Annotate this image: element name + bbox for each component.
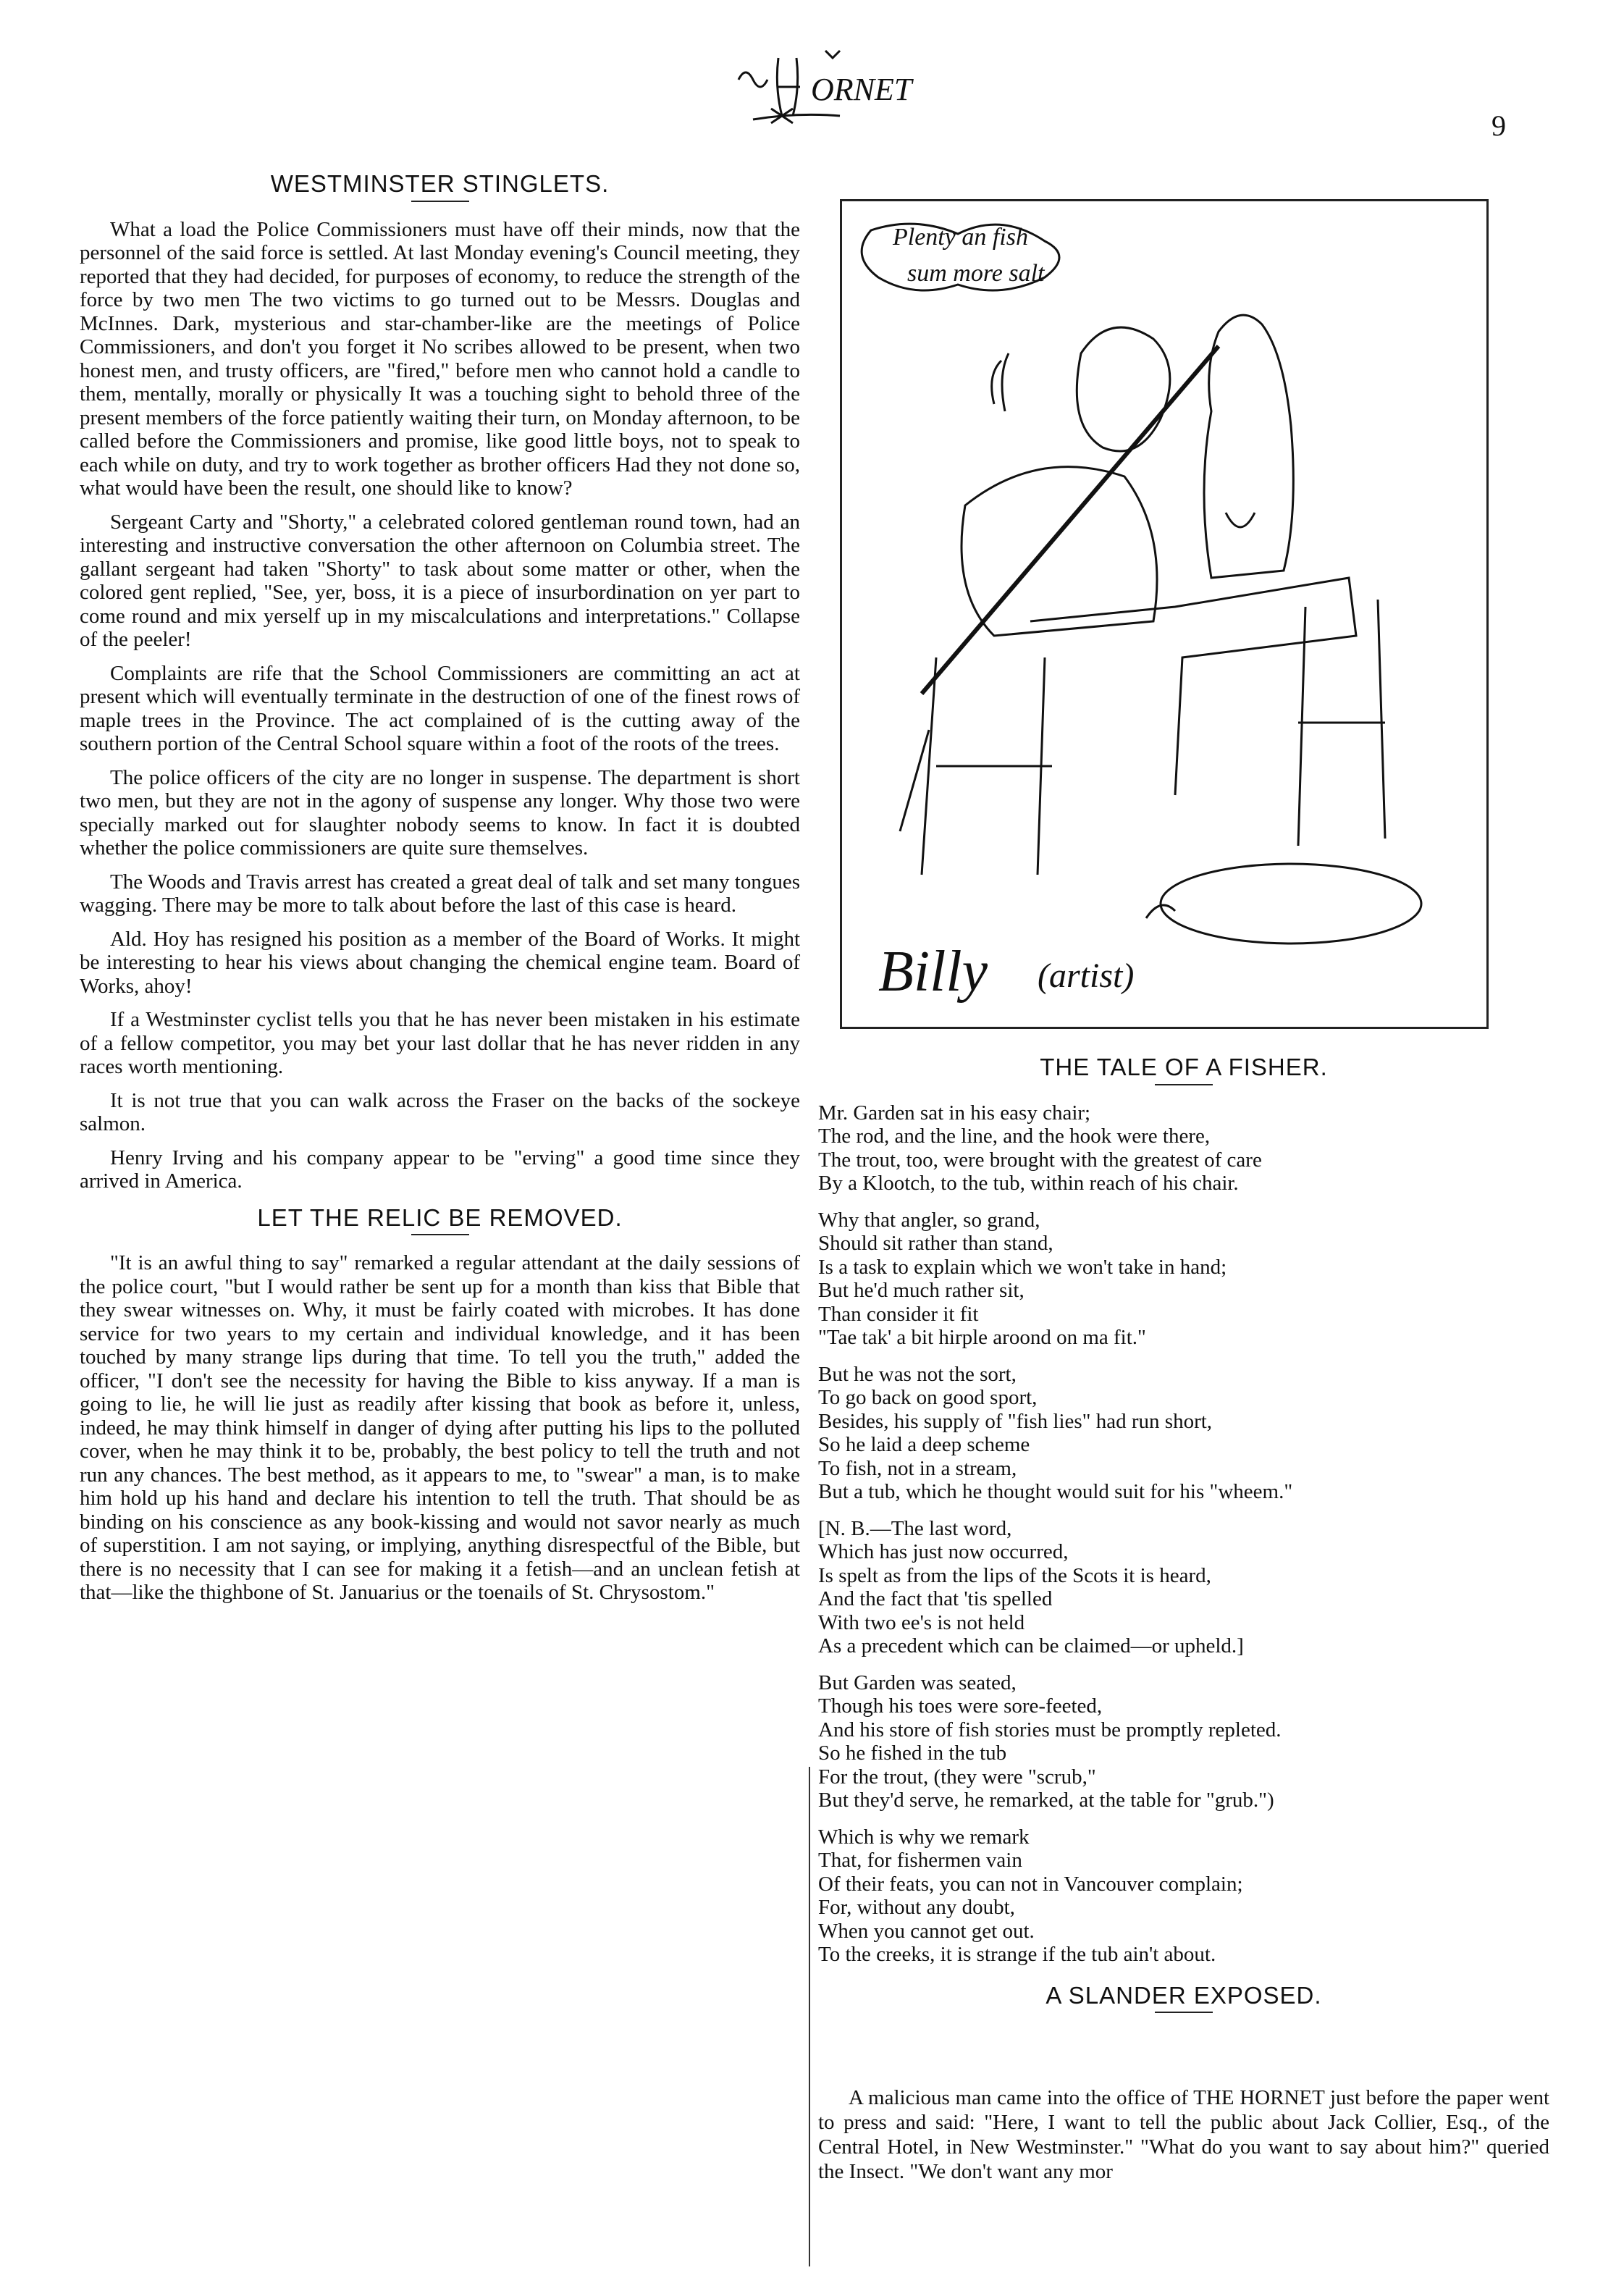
westminster-paragraph: Henry Irving and his company appear to be "erving" a good time since they arrived in America. xyxy=(80,1146,800,1193)
poem-line: The trout, too, were brought with the greatest of care xyxy=(818,1148,1262,1172)
poem-line: Which is why we remark xyxy=(818,1825,1030,1849)
poem-line: To fish, not in a stream, xyxy=(818,1456,1017,1480)
fisher-heading: THE TALE OF A FISHER. xyxy=(1040,1054,1328,1080)
slander-paragraph: A malicious man came into the office of THE HORNET just before the paper went to press and said: "Here, I want to tell the public about Jack Collier, Esq., of the Central Hotel, in New Westminster." "What do you want to say about him?" queried the Insect. "We don't want any mor xyxy=(818,2086,1549,2183)
poem-line: Should sit rather than stand, xyxy=(818,1232,1053,1255)
poem-line: But they'd serve, he remarked, at the table for "grub.") xyxy=(818,1789,1274,1812)
poem-line: [N. B.—The last word, xyxy=(818,1516,1012,1540)
westminster-paragraph: If a Westminster cyclist tells you that he has never been mistaken in his estimate of a fellow competitor, you may bet your last dollar that he has never ridden in any races worth mentioning. xyxy=(80,1008,800,1078)
poem-line: To go back on good sport, xyxy=(818,1386,1038,1409)
speech-text: Plenty an fish xyxy=(893,224,1028,251)
column-rule xyxy=(809,1767,810,2266)
westminster-paragraph: Ald. Hoy has resigned his position as a member of the Board of Works. It might be interesting to hear his views about changing the chemical engine team. Board of Works, ahoy! xyxy=(80,927,800,998)
poem-stanza xyxy=(818,1825,1549,1967)
westminster-paragraph: Sergeant Carty and "Shorty," a celebrated colored gentleman round town, had an interesting and instructive conversation the other afternoon on Columbia street. The gallant sergeant had taken "Shorty" to task about some matter or other, when the colored gent replied, "See, yer, boss, it is a piece of insurbordination on yer part to come round and mix yerself up in my miscalculations and interpretations." Collapse of the peeler! xyxy=(80,510,800,651)
poem-line: Of their feats, you can not in Vancouver complain; xyxy=(818,1872,1243,1896)
westminster-paragraph: It is not true that you can walk across the Fraser on the backs of the sockeye salmon. xyxy=(80,1088,800,1135)
poem-stanza xyxy=(818,1209,1549,1350)
page-number: 9 xyxy=(1492,109,1506,142)
svg-text:(artist): (artist) xyxy=(1038,957,1135,995)
poem-line: The rod, and the line, and the hook were there, xyxy=(818,1125,1211,1148)
poem-line: But Garden was seated, xyxy=(818,1671,1017,1694)
poem-line: For, without any doubt, xyxy=(818,1896,1015,1919)
westminster-heading: WESTMINSTER STINGLETS. xyxy=(270,170,610,197)
slander-article xyxy=(818,2085,1549,2184)
divider xyxy=(1155,1084,1213,1085)
westminster-paragraph: The Woods and Travis arrest has created a great deal of talk and set many tongues wagging. There may be more to talk about before the last of this case is heard. xyxy=(80,870,800,917)
poem-line: As a precedent which can be claimed—or upheld.] xyxy=(818,1634,1244,1657)
right-column xyxy=(818,1050,1549,2029)
poem-line: And the fact that 'tis spelled xyxy=(818,1587,1053,1610)
poem-line: Is a task to explain which we won't take in hand; xyxy=(818,1255,1227,1279)
westminster-paragraph: The police officers of the city are no longer in suspense. The department is short two men, but they are not in the agony of suspense any longer. Why those two were specially marked out for slaughter nobody seems to know. In fact it is doubted whether the police commissioners are quite sure themselves. xyxy=(80,765,800,860)
masthead xyxy=(710,29,927,138)
fisher-poem xyxy=(818,1101,1549,1967)
poem-line: Though his toes were sore-feeted, xyxy=(818,1694,1103,1718)
poem-line: But he was not the sort, xyxy=(818,1362,1017,1386)
slander-heading: A SLANDER EXPOSED. xyxy=(1045,1981,1322,2009)
westminster-paragraph: What a load the Police Commissioners must have off their minds, now that the personnel of the said force is settled. At last Monday evening's Council meeting, they reported that they had decided, for purposes of economy, to reduce the strength of the force by two men The two victims to go turned out to be Messrs. Douglas and McInnes. Dark, mysterious and star-chamber-like are the meetings of Police Commissioners, and don't you forget it No scribes allowed to be present, when two honest men, and trusty officers, are "fired," before men who cannot hold a candle to them, mentally, morally or physically It was a touching sight to behold three of the present members of the force patiently waiting their turn, on Monday afternoon, to be called before the Commissioners and promise, like good little boys, not to speak to each while on duty, and try to work together as brother officers Had they not done so, what would have been the result, one should like to know? xyxy=(80,217,800,500)
poem-line: Why that angler, so grand, xyxy=(818,1208,1040,1232)
poem-line: For the trout, (they were "scrub," xyxy=(818,1765,1096,1789)
relic-heading: LET THE RELIC BE REMOVED. xyxy=(257,1203,623,1231)
artist-signature: Billy xyxy=(878,940,988,1004)
divider xyxy=(1155,2012,1213,2013)
poem-line: Than consider it fit xyxy=(818,1302,979,1326)
poem-line: And his store of fish stories must be promptly repleted. xyxy=(818,1718,1282,1741)
svg-text:sum more salt: sum more salt xyxy=(907,260,1045,287)
poem-line: Mr. Garden sat in his easy chair; xyxy=(818,1101,1091,1125)
cartoon-drawing xyxy=(842,201,1486,1027)
fisher-cartoon xyxy=(840,199,1489,1029)
poem-line: But he'd much rather sit, xyxy=(818,1279,1025,1302)
poem-line: By a Klootch, to the tub, within reach of his chair. xyxy=(818,1172,1239,1195)
poem-line: So he fished in the tub xyxy=(818,1741,1007,1765)
poem-line: To the creeks, it is strange if the tub ain't about. xyxy=(818,1943,1216,1966)
relic-paragraph: "It is an awful thing to say" remarked a regular attendant at the daily sessions of the police court, "but I would rather be sent up for a month than kiss that Bible that they swear witnesses on. Why, it must be fairly coated with microbes. It has done service for two years to my certain and individual knowledge, and it has been touched by many strange lips during that time. To tell you the truth," added the officer, "I don't see the necessity for having the Bible to kiss anyway. If a man is going to lie, he will lie just as readily after kissing that book as before it, unless, indeed, he may think himself in danger of dying after putting his lips to the polluted cover, when he may think it to be, probably, the best policy to tell the truth and not run any chances. The best method, as it appears to me, to "swear" a man, is to make him hold up his hand and declare his intention to tell the truth. That should be as binding on his conscience as any book-kissing and would not savor nearly as much of superstition. I am not saying, or implying, anything disrespectful of the Bible, but there is no necessity that I can see for making it a fetish—and an unclean fetish at that—like the thighbone of St. Januarius or the toenails of St. Chrysostom." xyxy=(80,1251,800,1604)
poem-line: Is spelt as from the lips of the Scots it is heard, xyxy=(818,1563,1211,1587)
poem-line: "Tae tak' a bit hirple aroond on ma fit." xyxy=(818,1326,1146,1349)
left-column xyxy=(80,167,800,1615)
poem-line: That, for fishermen vain xyxy=(818,1849,1022,1872)
divider xyxy=(411,1234,469,1235)
poem-line: So he laid a deep scheme xyxy=(818,1433,1030,1456)
hornet-logo xyxy=(710,29,927,138)
westminster-paragraph: Complaints are rife that the School Commissioners are committing an act at present which will eventually terminate in the destruction of one of the finest rows of maple trees in the Province. The act complained of is the cutting away of the southern portion of the Central School square within a foot of the roots of the trees. xyxy=(80,661,800,755)
poem-stanza xyxy=(818,1363,1549,1504)
poem-line: But a tub, which he thought would suit for his "wheem." xyxy=(818,1480,1293,1503)
svg-text:ORNET: ORNET xyxy=(811,72,912,107)
poem-stanza xyxy=(818,1671,1549,1812)
poem-stanza xyxy=(818,1101,1549,1195)
poem-stanza xyxy=(818,1517,1549,1658)
poem-line: With two ee's is not held xyxy=(818,1610,1025,1634)
poem-line: Besides, his supply of "fish lies" had run short, xyxy=(818,1409,1213,1433)
poem-line: Which has just now occurred, xyxy=(818,1540,1069,1563)
divider xyxy=(411,201,469,202)
poem-line: When you cannot get out. xyxy=(818,1919,1035,1943)
